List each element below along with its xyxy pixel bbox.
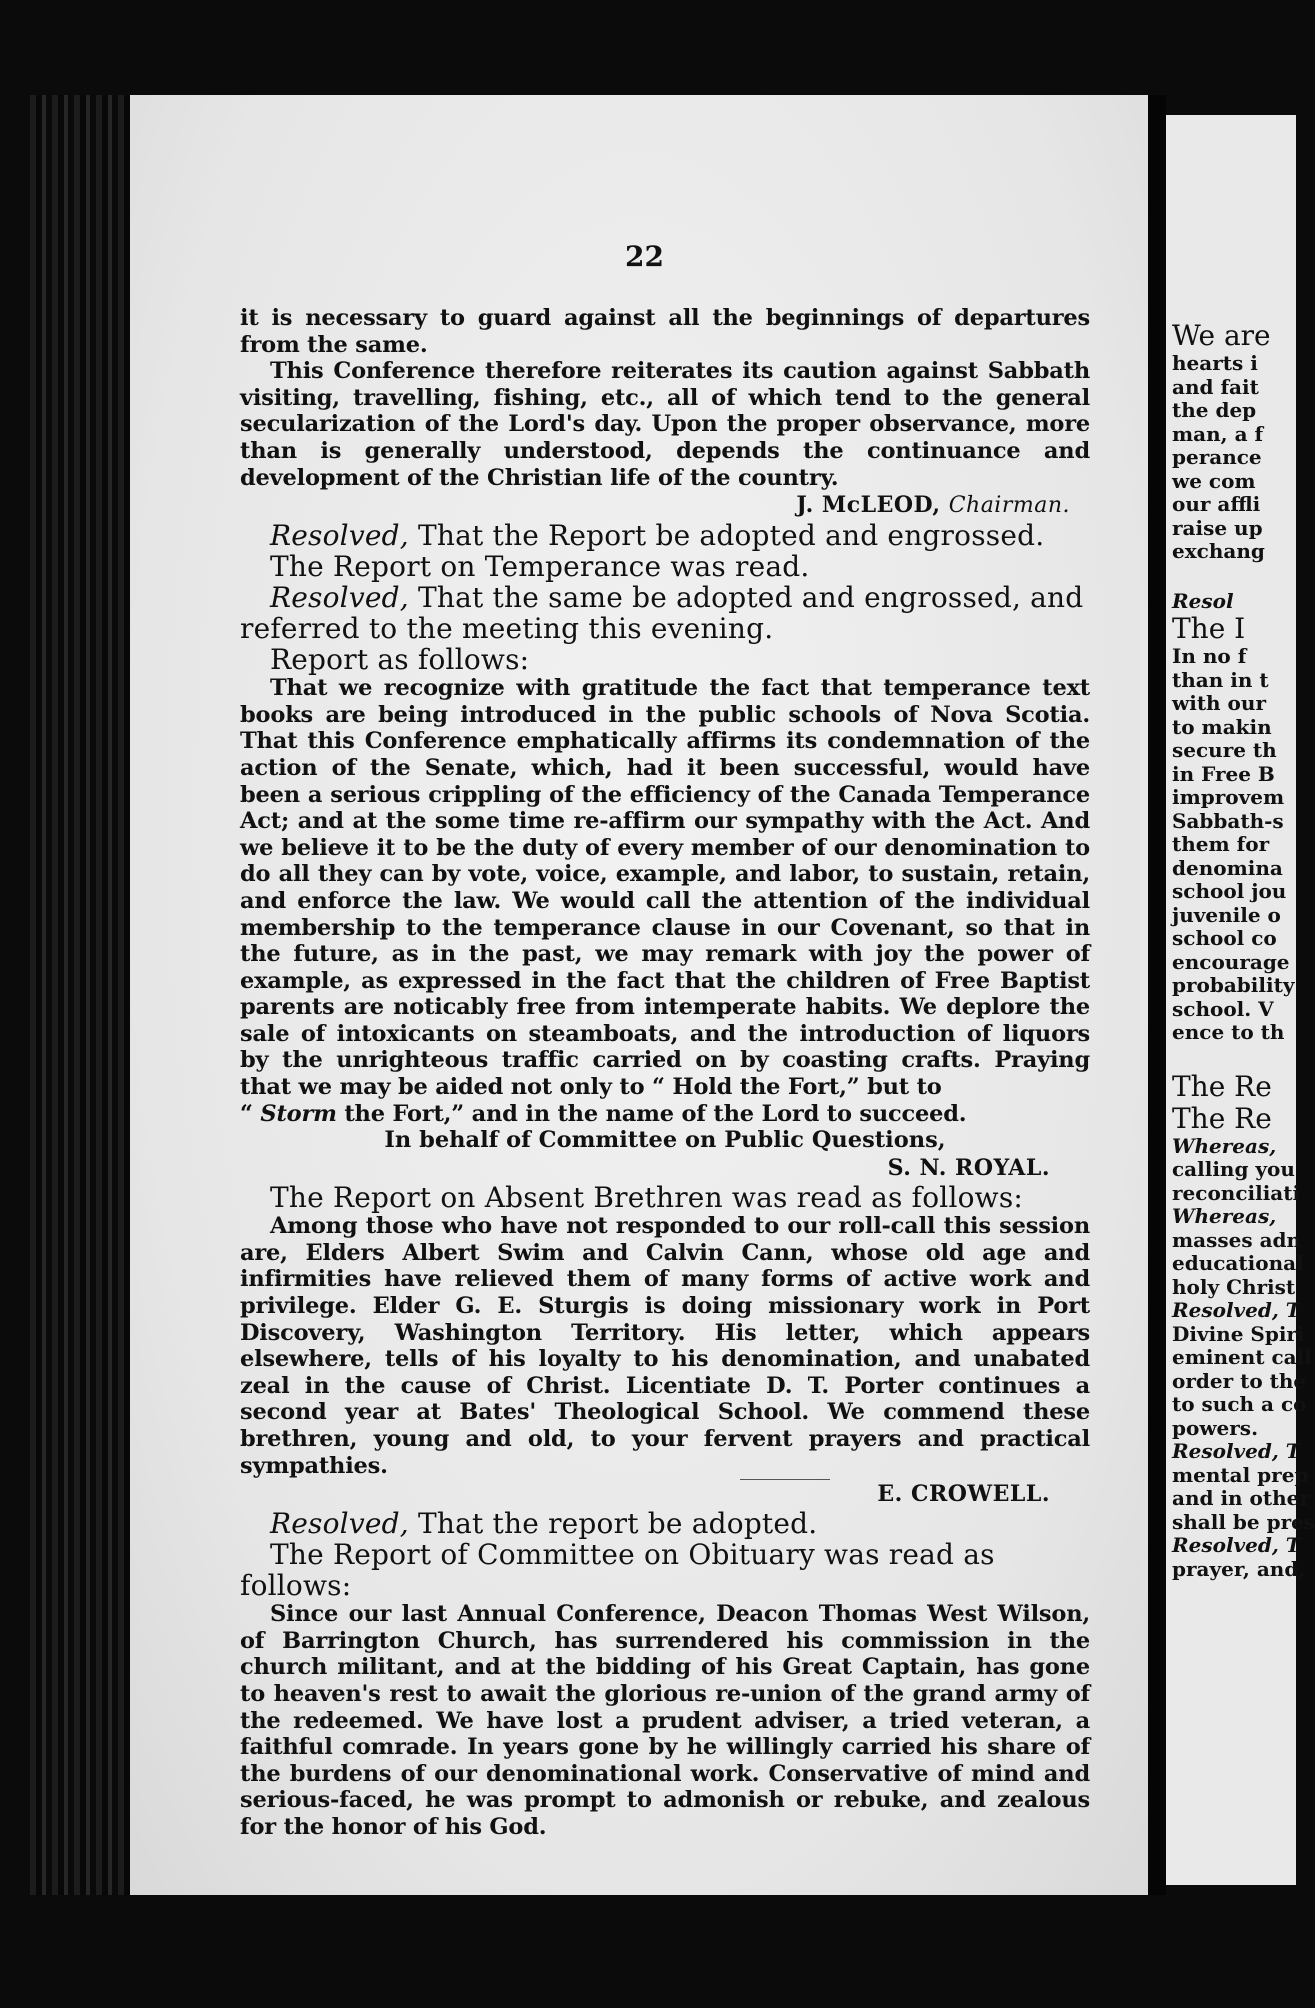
temperance-end-text: the Fort,” and in the name of the Lord to succeed.	[336, 1100, 967, 1127]
right-page-line: probability	[1172, 973, 1295, 997]
resolution-adopt-report	[240, 520, 1090, 551]
signature-name: J. McLEOD,	[796, 492, 941, 519]
right-page-line: exchang	[1172, 539, 1265, 563]
right-page-line: the dep	[1172, 398, 1257, 422]
right-page-line: to makin	[1172, 714, 1272, 739]
right-page-line: school jou	[1172, 879, 1287, 903]
right-page-line: Resol	[1172, 588, 1234, 613]
right-page-line: school co	[1172, 926, 1277, 950]
right-page-line: hearts i	[1172, 351, 1258, 375]
right-page-line: The Re	[1172, 1069, 1272, 1103]
resolved-label: Resolved,	[270, 581, 409, 615]
signature-royal: S. N. ROYAL.	[887, 1155, 1050, 1182]
signature-title: Chairman.	[948, 493, 1070, 519]
right-page-line: eminent call	[1172, 1345, 1312, 1369]
page-number: 22	[625, 240, 664, 273]
right-page-line: improvem	[1172, 785, 1285, 809]
resolution-text: That the same be adopted and engrossed, and referred to the meeting this evening.	[240, 581, 1084, 646]
right-page-line: In no f	[1172, 644, 1247, 668]
temperance-report-end	[240, 1101, 1090, 1128]
right-page-line: man, a f	[1172, 421, 1264, 446]
report-follows-label: Report as follows:	[270, 643, 530, 677]
right-page-line: The I	[1172, 612, 1246, 645]
signature-mcleod	[240, 491, 1090, 520]
right-page-line: encourage	[1172, 949, 1290, 974]
committee-line: In behalf of Committee on Public Questions,	[384, 1127, 946, 1154]
page-text	[240, 305, 1090, 1841]
right-page-line: educational	[1172, 1251, 1304, 1275]
obituary-heading: The Report of Committee on Obituary was read as follows:	[240, 1538, 995, 1603]
signature-crowell: E. CROWELL.	[877, 1481, 1050, 1508]
resolution-text: That the report be adopted.	[408, 1507, 818, 1541]
right-page-line: our affli	[1172, 492, 1261, 516]
temperance-report-read: The Report on Temperance was read.	[270, 550, 810, 584]
right-page-line: We are	[1172, 319, 1271, 352]
right-page-line: school. V	[1172, 996, 1274, 1021]
resolved-label: Resolved,	[270, 519, 409, 553]
right-page-line: than in t	[1172, 667, 1269, 692]
paragraph-sabbath: This Conference therefore reiterates its caution against Sabbath visiting, travelling, fishing, etc., all of which tend to the general secularization of the Lord's day. Upon the proper observance, more than is generally understood, depends the continuance and development of the Christian life of the country.	[240, 358, 1090, 491]
right-page-line: them for	[1172, 832, 1270, 856]
right-page-line: calling you	[1172, 1157, 1295, 1181]
right-page-line: with our	[1172, 691, 1266, 715]
right-page-line: shall be pres	[1172, 1509, 1315, 1534]
resolved-label: Resolved,	[270, 1507, 409, 1541]
right-page-line: masses adn	[1172, 1227, 1302, 1252]
absent-brethren-text: Among those who have not responded to our roll-call this session are, Elders Albert Swim and Calvin Cann, whose old age and infirmities have relieved them of many forms of active work and privilege. Elder G. E. Sturgis is doing missionary work in Port Discovery, Washington Territory. His letter, which appears elsewhere, tells of his loyalty to his denomination, and unabated zeal in the cause of Christ. Licentiate D. T. Porter continues a second year at Bates' Theological School. We commend these brethren, young and old, to your fervent prayers and practical sympathies.	[240, 1213, 1090, 1479]
right-page-line: powers.	[1172, 1415, 1259, 1440]
right-page-text	[1172, 319, 1315, 1581]
right-page-line: and in other	[1172, 1486, 1310, 1510]
right-page-line: juvenile o	[1172, 902, 1281, 927]
right-page-line: Resolved, T	[1172, 1439, 1301, 1463]
right-page-line: holy Christ	[1172, 1274, 1296, 1299]
paragraph-continuation: it is necessary to guard against all the beginnings of departures from the same.	[240, 305, 1090, 358]
right-page-line: Divine Spiri	[1172, 1321, 1305, 1346]
resolution-text: That the Report be adopted and engrossed.	[408, 519, 1045, 553]
book-binding	[30, 95, 130, 1895]
right-page-fragment	[1166, 115, 1315, 1885]
resolution-temperance	[240, 582, 1090, 644]
left-page	[130, 95, 1148, 1895]
right-page-line: Whereas,	[1172, 1204, 1277, 1228]
line-gap	[1172, 564, 1296, 590]
right-page-line: denomina	[1172, 855, 1283, 880]
right-page-line: Resolved, T	[1172, 1533, 1301, 1557]
right-page-line: to such a co	[1172, 1392, 1307, 1416]
storm-word: Storm	[260, 1100, 337, 1127]
open-quote: “	[240, 1100, 261, 1127]
absent-brethren-heading: The Report on Absent Brethren was read as follows:	[270, 1181, 1024, 1215]
page-gutter	[1148, 95, 1166, 1895]
line-gap	[1172, 1045, 1296, 1071]
resolution-absent	[240, 1508, 1090, 1539]
right-page-line: and fait	[1172, 374, 1259, 399]
right-page-line: Whereas,	[1172, 1133, 1277, 1158]
right-page-line: we com	[1172, 468, 1256, 493]
obituary-text: Since our last Annual Conference, Deacon Thomas West Wilson, of Barrington Church, has surrendered his commission in the church militant, and at the bidding of his Great Captain, has gone to heaven's rest to await the glorious re-union of the grand army of the redeemed. We have lost a prudent adviser, a tried veteran, a faithful comrade. In years gone by he willingly carried his share of the burdens of our denominational work. Conservative of mind and serious-faced, he was prompt to admonish or rebuke, and zealous for the honor of his God.	[240, 1601, 1090, 1840]
right-page-line: Resolved, T	[1172, 1298, 1301, 1322]
right-page-line: mental prep	[1172, 1462, 1309, 1487]
right-page-line: in Free B	[1172, 761, 1275, 786]
right-page-line: prayer, and,	[1172, 1556, 1306, 1581]
right-page-line: perance	[1172, 445, 1262, 469]
right-page-line: Sabbath-s	[1172, 808, 1284, 833]
right-page-line: raise up	[1172, 515, 1263, 540]
right-page-line: secure th	[1172, 738, 1277, 762]
right-page-line: order to the	[1172, 1368, 1307, 1393]
temperance-report-text: That we recognize with gratitude the fact that temperance text books are being introduced in the public schools of Nova Scotia. That this Conference emphatically affirms its condemnation of the action of the Senate, which, had it been successful, would have been a serious crippling of the efficiency of the Canada Temperance Act; and at the some time re-affirm our sympathy with the Act. And we believe it to be the duty of every member of our denomination to do all they can by vote, voice, example, and labor, to sustain, retain, and enforce the law. We would call the attention of the individual membership to the temperance clause in our Covenant, so that in the future, as in the past, we may remark with joy the power of example, as expressed in the fact that the children of Free Baptist parents are noticably free from intemperate habits. We deplore the sale of intoxicants on steamboats, and the introduction of liquors by the unrighteous traffic carried on by coasting crafts. Praying that we may be aided not only to “ Hold the Fort,” but to	[240, 675, 1090, 1101]
right-page-line: The Re	[1172, 1101, 1272, 1135]
right-page-line: ence to th	[1172, 1020, 1285, 1044]
right-page-line: reconciliati	[1172, 1180, 1301, 1205]
